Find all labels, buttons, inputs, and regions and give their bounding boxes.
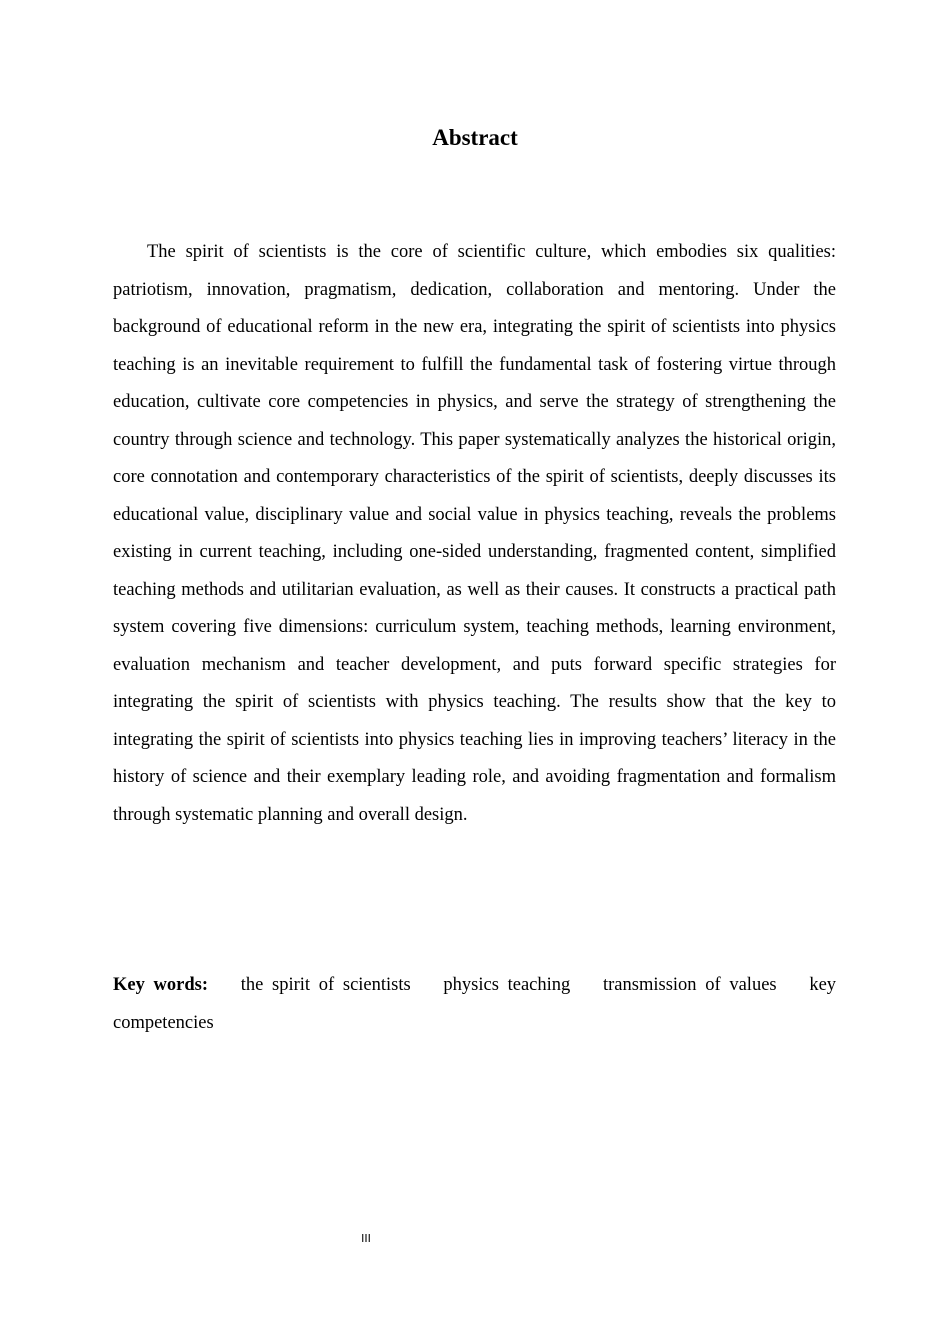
page-number: III [361,1232,371,1245]
keyword-item: physics teaching [443,975,571,995]
keywords-line [113,967,836,1042]
keywords-label: Key words: [113,975,209,995]
abstract-title: Abstract [432,125,518,150]
keyword-item: the spirit of scientists [240,975,411,995]
abstract-body: The spirit of scientists is the core of scientific culture, which embodies six qualities: patriotism, innovation, pragmatism, dedication, collaboration and mentoring. Under the background of educational reform in the new era, integrating the spirit of scientists into physics teaching is an inevitable requirement to fulfill the fundamental task of fostering virtue through education, cultivate core competencies in physics, and serve the strategy of strengthening the country through science and technology. This paper systematically analyzes the historical origin, core connotation and contemporary characteristics of the spirit of scientists, deeply discusses its educational value, disciplinary value and social value in physics teaching, reveals the problems existing in current teaching, including one-sided understanding, fragmented content, simplified teaching methods and utilitarian evaluation, as well as their causes. It constructs a practical path system covering five dimensions: curriculum system, teaching methods, learning environment, evaluation mechanism and teacher development, and puts forward specific strategies for integrating the spirit of scientists with physics teaching. The results show that the key to integrating the spirit of scientists into physics teaching lies in improving teachers’ literacy in the history of science and their exemplary leading role, and avoiding fragmentation and formalism through systematic planning and overall design. [113,242,836,825]
keyword-item: key competencies [113,975,837,1033]
keyword-item: transmission of values [603,975,777,995]
